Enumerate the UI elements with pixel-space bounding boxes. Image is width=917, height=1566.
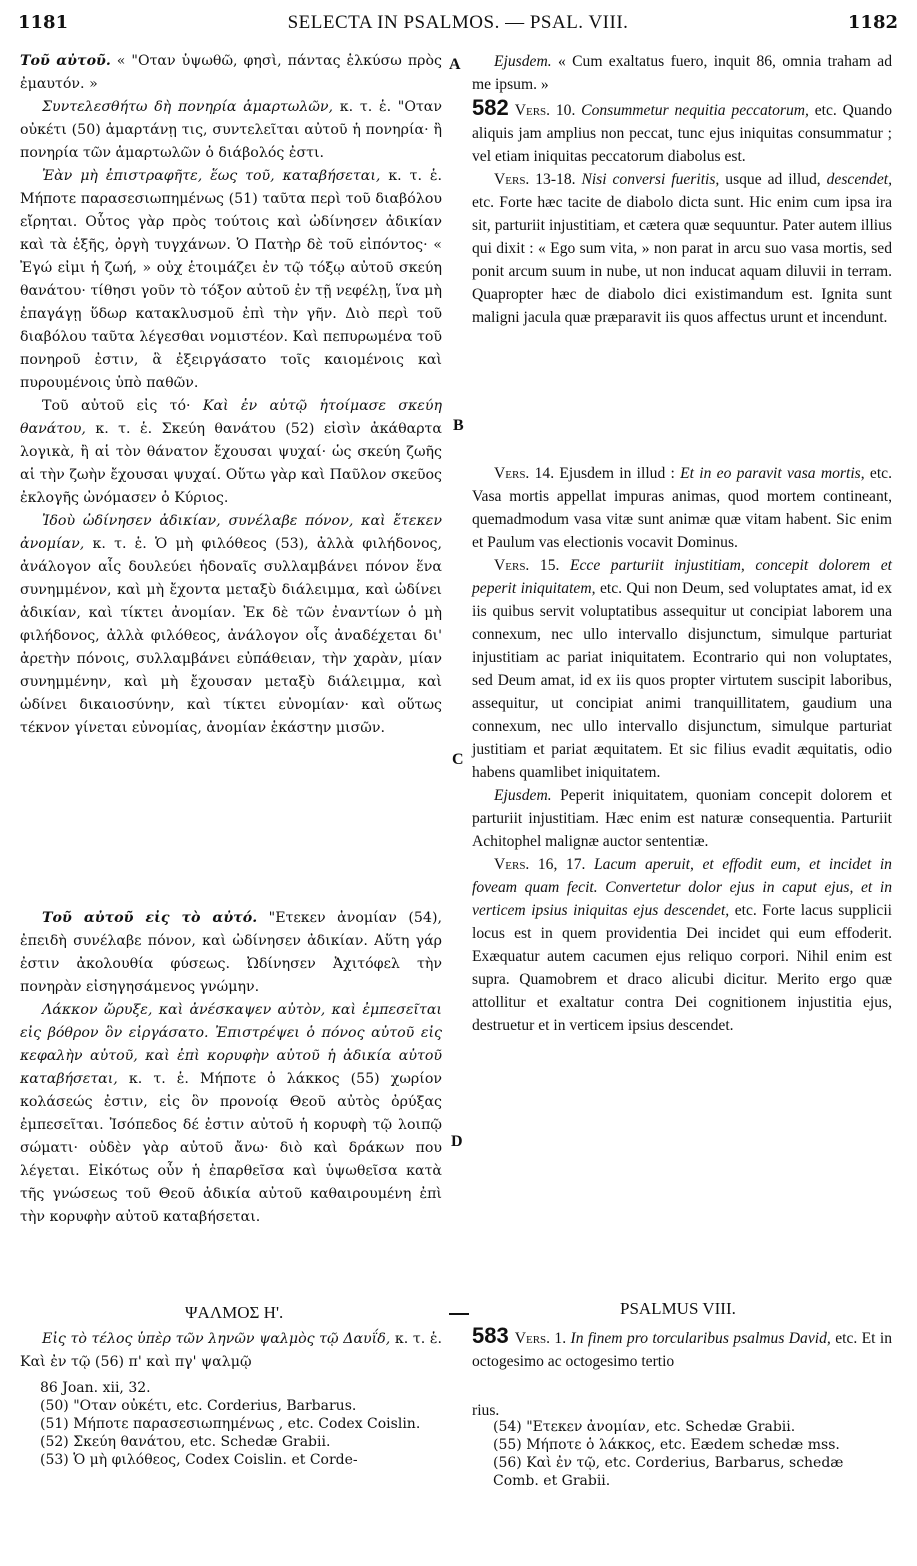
- footnote: (52) Σκεύη θανάτου, etc. Schedæ Grabii.: [40, 1434, 331, 1450]
- lemma: Lacum aperuit, et effodit eum, et incidet in foveam quam fecit. Convertetur dolor ejus in caput ejus, et in verticem ipsius iniquitas ejus descendet,: [472, 856, 892, 919]
- greek-paragraph: [20, 165, 442, 395]
- lemma: Καὶ ἐν αὐτῷ ἡτοίμασε σκεύη θανάτου,: [20, 398, 443, 437]
- column-number: 582: [472, 95, 509, 120]
- footnotes-right: [493, 1418, 893, 1490]
- page-number-right: 1182: [847, 12, 898, 33]
- paragraph-text: "Ετεκεν ἀνομίαν (54), ἐπειδὴ συνέλαβε πόνον, καὶ ὠδίνησεν ἀδικίαν. Αὕτη γάρ ἐστιν ἀκολουθία φύσεως. Ὠδίνησεν Ἀχιτόφελ τὴν πονηρὰν εἰσηγησάμενος γνώμην.: [20, 910, 443, 995]
- paragraph-text: Peperit iniquitatem, quoniam concepit dolorem et parturiit injustitiam. Hæc enim est naturæ consequentia. Parturiit Achitophel malignæ auctor sententiæ.: [472, 787, 892, 850]
- psalm-heading-latin: PSALMUS VIII.: [620, 1299, 736, 1318]
- footnote: (53) Ὁ μὴ φιλόθεος, Codex Coislin. et Corde-: [40, 1452, 358, 1468]
- latin-paragraph: [472, 554, 892, 784]
- footnote: (56) Καὶ ἐν τῷ, etc. Corderius, Barbarus, schedæ Comb. et Grabii.: [493, 1455, 844, 1489]
- psalm-heading-greek: ΨΑΛΜΟΣ Η'.: [185, 1303, 284, 1322]
- lemma: Et in eo paravit vasa mortis: [680, 465, 861, 482]
- paragraph-lead: Ejusdem.: [494, 53, 552, 70]
- paragraph-text: κ. τ. ἑ. Σκεύη θανάτου (52) εἰσὶν ἀκάθαρτα λογικὰ, ἢ αἱ τὸν θάνατον ἔχουσαι ψυχαί· ὡς σκεύη ζωῆς αἱ τὴν ζωὴν ἔχουσαι ψυχαί. Οὕτω γὰρ καὶ Παῦλον σκεῦος ἐκλογῆς ὠνόμασεν ὁ Κύριος.: [20, 421, 442, 506]
- greek-paragraph: [20, 907, 442, 999]
- margin-letter-b: B: [453, 417, 464, 434]
- greek-paragraph: [20, 510, 442, 740]
- verse-ref: Vers. 14.: [494, 465, 555, 482]
- section-divider: [449, 1313, 469, 1315]
- greek-psalm-intro: [20, 1328, 442, 1374]
- greek-column: [20, 50, 442, 740]
- greek-column-lower: [20, 907, 442, 1229]
- footnotes-left: [40, 1379, 445, 1469]
- latin-paragraph: [472, 96, 892, 168]
- lemma: Λάκκον ὤρυξε, καὶ ἀνέσκαψεν αὐτὸν, καὶ ἐμπεσεῖται εἰς βόθρον ὃν εἰργάσατο. Ἐπιστρέψει ὁ πόνος αὐτοῦ εἰς κεφαλὴν αὐτοῦ, καὶ ἐπὶ κορυφὴν αὐτοῦ ἡ ἀδικία αὐτοῦ καταβήσεται,: [20, 1002, 442, 1087]
- running-title: SELECTA IN PSALMOS. — PSAL. VIII.: [287, 12, 629, 33]
- latin-column: [472, 50, 892, 329]
- latin-column-middle: [472, 462, 892, 1037]
- footnote: (50) "Οταν οὐκέτι, etc. Corderius, Barbarus.: [40, 1398, 357, 1414]
- latin-paragraph: [472, 784, 892, 853]
- lemma: In finem pro torcularibus psalmus David,: [570, 1330, 831, 1347]
- paragraph-text: etc. Forte hæc tacite de diabolo dicta sunt. Hic enim cum ipsa ira sit, parturiit injustitiam, et cætera quæ sequuntur. Pater autem illius qui dixit : « Ego sum vita, » non parat in arcu suo vasa mortis, sed ponit arcum suum in nube, ut non inducat aquam diluvii in terram. Quapropter hæc de diabolo dici existimandum est. Ignita sunt maligni jacula quæ præparavit iis quos affectus urunt et incendunt.: [472, 194, 892, 326]
- verse-ref: Vers. 13-18.: [494, 171, 576, 188]
- paragraph-text: etc. Forte lacus supplicii locus est in quem providentia Dei incidet qui eum effoderit. Exæquatur autem cacumen ejus reliquo corpori. Nihil enim est supra. Quamobrem et draco alicubi dicitur. Merito ergo quæ attollitur et exaltatur contra Dei cognitionem injustitia ejus, destruetur et in verticem ipsius descendet.: [472, 902, 892, 1034]
- lemma: descendet,: [826, 171, 892, 188]
- paragraph-text: κ. τ. ἑ. "Οταν οὐκέτι (50) ἁμαρτάνῃ τις, συντελεῖται αὐτοῦ ἡ πονηρία· ἢ πονηρία τῶν ἁμαρτωλῶν ὁ διάβολός ἐστι.: [20, 99, 443, 161]
- greek-paragraph: [20, 50, 442, 96]
- latin-paragraph: [472, 50, 892, 96]
- page-number-left: 1181: [18, 12, 69, 33]
- footnote: (55) Μήποτε ὁ λάκκος, etc. Eædem schedæ mss.: [493, 1437, 840, 1453]
- lemma: Ἰδοὺ ὠδίνησεν ἀδικίαν, συνέλαβε πόνον, καὶ ἔτεκεν ἀνομίαν,: [20, 513, 442, 552]
- latin-paragraph: [472, 1324, 892, 1373]
- paragraph-lead: Τοῦ αὐτοῦ.: [20, 53, 111, 69]
- paragraph-text: κ. τ. ἑ. Μήποτε παρασεσιωπημένως (51) ταῦτα περὶ τοῦ διαβόλου εἴρηται. Οὗτος γὰρ πρὸς τούτοις καὶ ὠδίνησεν ἀδικίαν καὶ τὰ ἑξῆς, ὀργὴ τυγχάνων. Ὁ Πατὴρ δὲ τοῦ εἰπόντος· « Ἐγώ εἰμι ἡ ζωή, » οὐχ ἑτοιμάζει ἐν τῷ τόξῳ αὐτοῦ σκεύη θανάτου· τίθησι γοῦν τὸ τόξον αὐτοῦ ἐν τῇ νεφέλῃ, ἵνα μὴ ἐπαγάγῃ ὕδωρ κατακλυσμοῦ ἐπὶ τὴν γῆν. Διὸ περὶ τοῦ διαβόλου ταῦτα λέγεσθαι νομιστέον. Καὶ πεπυρωμένα τοῦ πονηροῦ ἐστιν, ἃ ἐξειργάσατο τοῖς καιομένοις καὶ πυρουμένοις ὑπὸ παθῶν.: [20, 168, 442, 391]
- paragraph-lead: Τοῦ αὐτοῦ εἰς τό·: [42, 398, 191, 414]
- lemma: Εἰς τὸ τέλος ὑπὲρ τῶν ληνῶν ψαλμὸς τῷ Δαυΐδ,: [42, 1331, 391, 1347]
- paragraph-lead: Τοῦ αὐτοῦ εἰς τὸ αὐτό.: [42, 910, 258, 926]
- verse-ref: Vers. 10.: [514, 102, 576, 119]
- lemma: Consummetur nequitia peccatorum,: [581, 102, 809, 119]
- paragraph-text: usque ad illud,: [725, 171, 821, 188]
- verse-ref: Vers. 1.: [514, 1330, 567, 1347]
- column-number: 583: [472, 1323, 509, 1348]
- verse-ref: Vers. 15.: [494, 557, 560, 574]
- paragraph-text: κ. τ. ἑ. Μήποτε ὁ λάκκος (55) χωρίον κολάσεώς ἐστιν, εἰς ὃν προνοίᾳ Θεοῦ αὐτὸς ὀρύξας ἐμπεσεῖται. Ἰσόπεδος δέ ἐστιν αὐτοῦ ἡ κορυφὴ τῷ λοιπῷ σώματι· οὐδὲν γὰρ αὐτοῦ ἄνω· διὸ καὶ δράκων που λέγεται. Εἰκότως οὖν ἡ ἐπαρθεῖσα καὶ ὑψωθεῖσα κατὰ τῆς γνώσεως τοῦ Θεοῦ ἀδικία αὐτοῦ καθαιρουμένη ἐπὶ τὴν κορυφὴν αὐτοῦ καταβήσεται.: [20, 1071, 443, 1225]
- greek-paragraph: [20, 395, 442, 510]
- margin-letter-d: D: [451, 1133, 463, 1150]
- paragraph-text: κ. τ. ἑ. Καὶ ἐν τῷ (56) π' καὶ πγ' ψαλμῷ: [20, 1331, 442, 1370]
- verse-ref: Vers. 16, 17.: [494, 856, 586, 873]
- latin-paragraph: [472, 168, 892, 329]
- greek-paragraph: [20, 96, 442, 165]
- margin-letter-c: C: [452, 751, 464, 768]
- margin-letter-a: A: [449, 56, 461, 73]
- paragraph-text: , etc. Vasa mortis appellat impuras animas, quod mortem contineant, quemadmodum vasa vitæ sunt animæ quæ vitam habent. Sic enim et Paulum vas electionis vocavit Dominus.: [472, 465, 892, 551]
- lemma: Συντελεσθήτω δὴ πονηρία ἁμαρτωλῶν,: [42, 99, 334, 115]
- paragraph-text: « Cum exaltatus fuero, inquit 86, omnia traham ad me ipsum. »: [472, 53, 892, 93]
- page-header: [18, 8, 898, 38]
- greek-paragraph: [20, 1328, 442, 1374]
- greek-paragraph: [20, 999, 442, 1229]
- paragraph-text: rius.: [472, 1402, 500, 1419]
- lemma: Ἐὰν μὴ ἐπιστραφῆτε, ἕως τοῦ, καταβήσεται,: [42, 168, 381, 184]
- paragraph-text: « "Οταν ὑψωθῶ, φησὶ, πάντας ἑλκύσω πρὸς ἐμαυτόν. »: [20, 53, 442, 92]
- lemma: Nisi conversi fueritis,: [581, 171, 720, 188]
- paragraph-text: κ. τ. ἑ. Ὁ μὴ φιλόθεος (53), ἀλλὰ φιλήδονος, ἀνάλογον αἷς δουλεύει ἡδοναῖς συλλαμβάνει πόνον ἕνα συνημμένον, καὶ μὴ ἔχοντα μεταξὺ διάλειμμα, καὶ ὠδίνει ἀδικίαν, καὶ τίκτει ἀνομίαν. Ἐκ δὲ τῶν ἐναντίων ὁ μὴ φιλήδονος, ἀλλὰ φιλόθεος, ἀνάλογον οἷς ἀναδέχεται δι' ἀρετὴν πόνοις, συλλαμβάνει εὐπάθειαν, τὴν χαρὰν, μίαν συνημμένην, καὶ μὴ ἔχουσαν μεταξὺ διάλειμμα, καὶ ὠδίνει δικαιοσύνην, καὶ τίκτει εὐνομίαν· καὶ οὕτως τέκνον γίνεται εὐνομίας, ἀνομίαν ἑκάστην μισῶν.: [20, 536, 442, 736]
- latin-paragraph: [472, 462, 892, 554]
- paragraph-text: Ejusdem in illud :: [559, 465, 675, 482]
- latin-psalm-intro: [472, 1324, 892, 1373]
- footnote: (54) "Ετεκεν ἀνομίαν, etc. Schedæ Grabii.: [493, 1419, 796, 1435]
- paragraph-text: etc. Qui non Deum, sed voluptates amat, id ex iis quibus servit voluptatibus assequitur ut concipiat laborem una connexum, nec ullo intervallo disjunctum, simulque parturiat injustitiam ac pariat iniquitatem. Econtrario qui non voluptates, sed Deum amat, id ex iis quos propter virtutem suscipit laboribus, assequitur, ut concipiat animi tranquillitatem, gaudium una connexum, nec ullo intervallo disjunctum, simulque parturiat justitiam et pariat æquitatem. Et sic filius evadit æquitatis, odio habens quamlibet iniquitatem.: [472, 580, 893, 781]
- footnote: 86 Joan. xii, 32.: [40, 1380, 151, 1396]
- footnote: (51) Μήποτε παρασεσιωπημένως , etc. Codex Coislin.: [40, 1416, 421, 1432]
- paragraph-text: etc. Et in octogesimo ac octogesimo tertio: [472, 1330, 893, 1370]
- lemma: Ecce parturiit injustitiam, concepit dolorem et peperit iniquitatem,: [472, 557, 892, 597]
- paragraph-text: etc. Quando aliquis jam amplius non peccat, tunc ejus iniquitas consummatur ; vel etiam iniquitas peccatorum diabolus est.: [472, 102, 892, 165]
- paragraph-lead: Ejusdem.: [494, 787, 552, 804]
- latin-paragraph: [472, 853, 892, 1037]
